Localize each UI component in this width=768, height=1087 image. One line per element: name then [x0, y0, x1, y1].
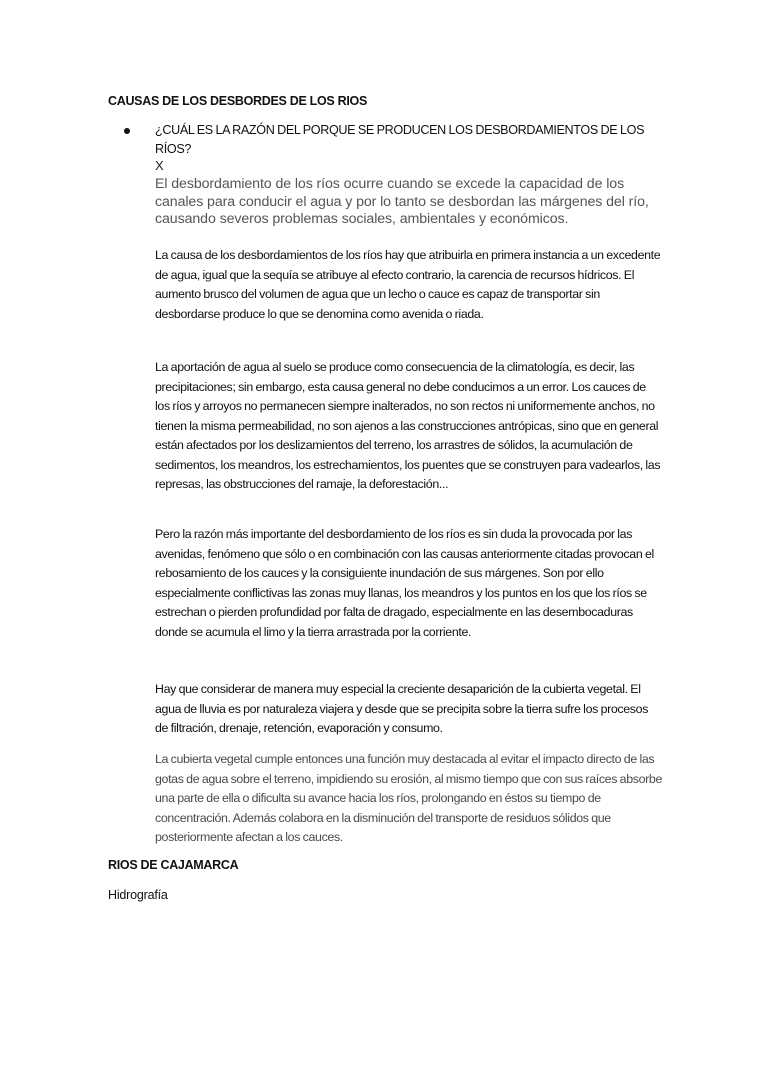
section-heading-rios: RIOS DE CAJAMARCA	[108, 858, 239, 872]
paragraph-aportacion: La aportación de agua al suelo se produce como consecuencia de la climatología, es decir, las precipitaciones; sin embargo, esta causa general no debe conducimos a un error. Los cauces de los ríos y arroyos no permanecen siempre inalterados, no son rectos ni uniformemente anchos, no tienen la misma permeabilidad, no son ajenos a las construcciones antrópicas, sino que en general están afectados por los deslizamientos del terreno, los arrastres de sólidos, la acumulación de sedimentos, los meandros, los estrechamientos, los puentes que se construyen para vadearlos, las represas, las obstrucciones del ramaje, la deforestación...	[155, 360, 661, 491]
paragraph-funcion: La cubierta vegetal cumple entonces una función muy destacada al evitar el impacto directo de las gotas de agua sobre el terreno, impidiendo su erosión, al mismo tiempo que con sus raíces absorbe una parte de ella o dificulta su avance hacia los ríos, prolongando en éstos su tiempo de concentración. Además colabora en la disminución del transporte de residuos sólidos que posteriormente afectan a los cauces.	[155, 752, 662, 844]
paragraph-causa: La causa de los desbordamientos de los ríos hay que atribuirla en primera instancia a un excedente de agua, igual que la sequía se atribuye al efecto contrario, la carencia de recursos hídricos. El aumento brusco del volumen de agua que un lecho o cauce es capaz de transportar sin desbordarse produce lo que se denomina como avenida o riada.	[155, 248, 661, 321]
subheading-hidrografia: Hidrografía	[108, 888, 168, 902]
paragraph-razon: Pero la razón más importante del desbordamiento de los ríos es sin duda la provocada por las avenidas, fenómeno que sólo o en combinación con las causas anteriormente citadas provocan el rebosamiento de los cauces y la consiguiente inundación de sus márgenes. Son por ello especialmente conflictivas las zonas muy llanas, los meandros y los puntos en los que los ríos se estrechan o pierden profundidad por falta de dragado, especialmente en las desembocaduras donde se acumula el limo y la tierra arrastrada por la corriente.	[155, 527, 654, 639]
document-title: CAUSAS DE LOS DESBORDES DE LOS RIOS	[108, 94, 367, 108]
x-mark: X	[155, 158, 164, 173]
question-text: ¿CUÁL ES LA RAZÓN DEL PORQUE SE PRODUCEN LOS DESBORDAMIENTOS DE LOS RÍOS?	[155, 123, 645, 156]
bullet-icon	[124, 128, 130, 134]
paragraph-cubierta: Hay que considerar de manera muy especial la creciente desaparición de la cubierta vegetal. El agua de lluvia es por naturaleza viajera y desde que se precipita sobre la tierra sufre los procesos de filtración, drenaje, retención, evaporación y consumo.	[155, 682, 649, 735]
intro-paragraph: El desbordamiento de los ríos ocurre cuando se excede la capacidad de los canales para conducir el agua y por lo tanto se desbordan las márgenes del río, causando severos problemas sociales, ambientales y económicos.	[155, 176, 649, 227]
